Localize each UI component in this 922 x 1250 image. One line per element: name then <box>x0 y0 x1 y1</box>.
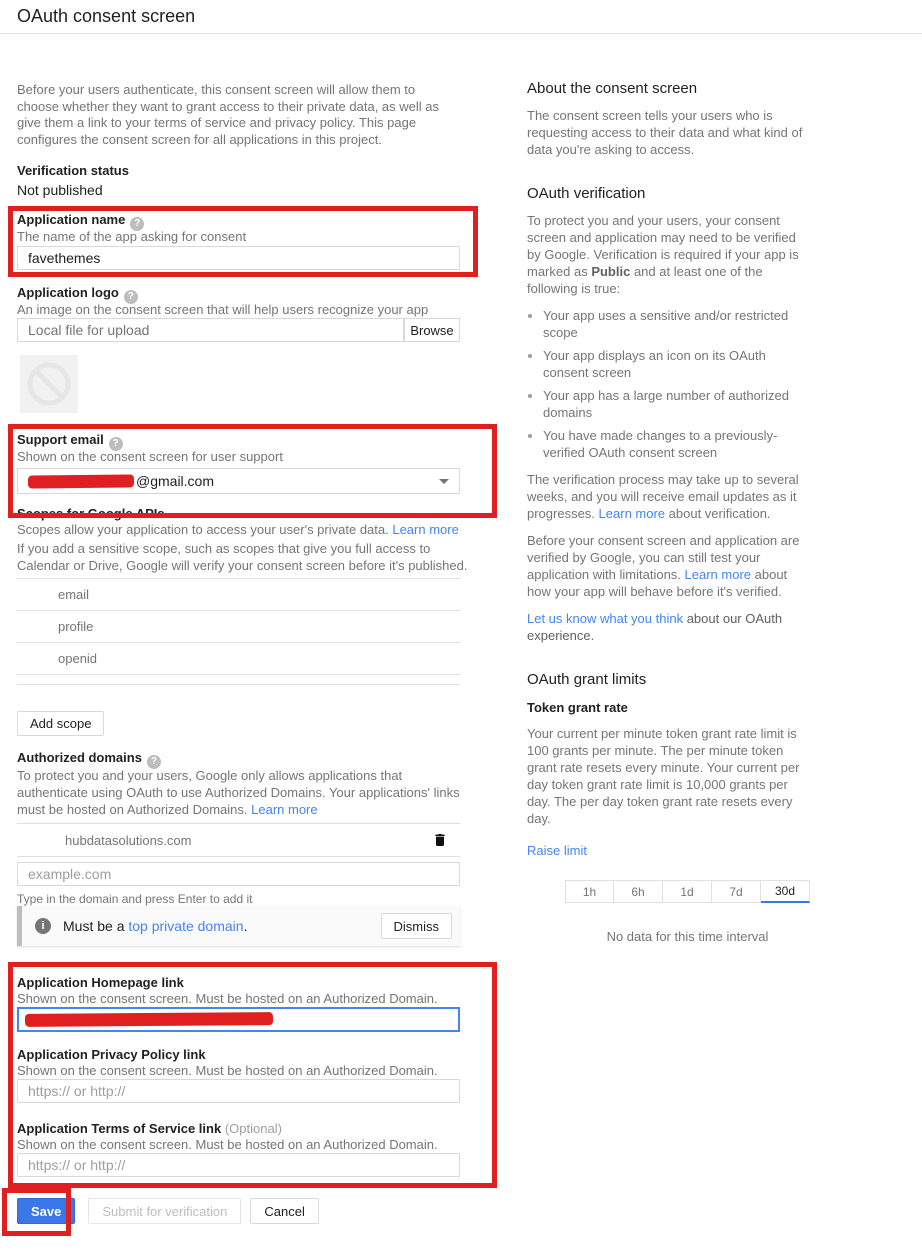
scope-list <box>17 578 460 675</box>
privacy-link-desc: Shown on the consent screen. Must be hosted on an Authorized Domain. <box>17 1063 438 1078</box>
top-private-domain-link[interactable]: top private domain <box>128 918 244 934</box>
grant-limits-title: OAuth grant limits <box>527 671 647 688</box>
scope-row: openid <box>17 642 460 674</box>
no-image-icon <box>26 361 72 407</box>
no-data-message: No data for this time interval <box>606 929 769 944</box>
scopes-label: Scopes for Google APIs <box>17 506 165 521</box>
privacy-link-label: Application Privacy Policy link <box>17 1047 206 1062</box>
info-icon: i <box>35 918 51 934</box>
feedback-link[interactable]: Let us know what you think <box>527 611 684 626</box>
application-logo-upload-row <box>17 318 460 342</box>
scopes-learn-more-link[interactable]: Learn more <box>392 522 459 537</box>
support-email-label: Support email ? <box>17 432 123 451</box>
application-logo-desc: An image on the consent screen that will help users recognize your app <box>17 302 429 317</box>
scope-row: profile <box>17 610 460 642</box>
browse-button[interactable]: Browse <box>404 318 460 342</box>
about-consent-body: The consent screen tells your users who is requesting access to their data and what kind of data you're asking to access. <box>527 108 803 157</box>
support-email-desc: Shown on the consent screen for user support <box>17 449 283 464</box>
tos-link-desc: Shown on the consent screen. Must be hosted on an Authorized Domain. <box>17 1137 438 1152</box>
support-email-value: @gmail.com <box>136 473 215 489</box>
application-name-input[interactable] <box>17 246 460 270</box>
homepage-link-desc: Shown on the consent screen. Must be hosted on an Authorized Domain. <box>17 991 438 1006</box>
tos-link-input[interactable] <box>17 1153 460 1177</box>
behavior-learn-more-link[interactable]: Learn more <box>684 567 752 582</box>
cancel-button[interactable]: Cancel <box>250 1198 318 1224</box>
support-email-select[interactable] <box>17 468 460 494</box>
homepage-link-input[interactable] <box>17 1007 460 1032</box>
interval-1d-button[interactable]: 1d <box>663 880 712 903</box>
trash-icon <box>432 831 448 849</box>
raise-limit-link[interactable]: Raise limit <box>527 843 587 858</box>
form-actions <box>17 1198 319 1224</box>
info-sidebar <box>527 80 812 944</box>
scope-list-underline <box>17 684 460 685</box>
help-icon[interactable]: ? <box>109 437 123 451</box>
interval-6h-button[interactable]: 6h <box>614 880 663 903</box>
oauth-verification-intro: To protect you and your users, your consent screen and application may need to be verified by Google. Verification is required if your app is marked as Public and at least one of the following is true: <box>527 213 799 296</box>
bullet-item: • Your app uses a sensitive and/or restricted scope <box>543 307 812 341</box>
logo-file-input[interactable] <box>17 318 404 342</box>
privacy-link-input[interactable] <box>17 1079 460 1103</box>
page-header <box>0 0 922 34</box>
intro-paragraph: Before your users authenticate, this consent screen will allow them to choose whether they want to grant access to their private data, as well as give them a link to your terms of service and privacy policy. This page configures the consent screen for all applications in this project. <box>17 82 440 147</box>
dismiss-button[interactable]: Dismiss <box>381 913 453 939</box>
scope-row: email <box>17 578 460 610</box>
verification-paragraph-2: Before your consent screen and application are verified by Google, you can still test your application with limitations. Learn more about how your app will behave before it's verified. <box>527 533 800 599</box>
interval-30d-button[interactable]: 30d <box>761 880 810 903</box>
verification-learn-more-link[interactable]: Learn more <box>598 506 666 521</box>
chevron-down-icon <box>439 479 449 484</box>
application-name-label: Application name ? <box>17 212 144 231</box>
about-consent-title: About the consent screen <box>527 80 698 97</box>
redacted-email-scribble <box>28 474 134 488</box>
verification-status-label: Verification status <box>17 163 129 178</box>
notice-text: Must be a top private domain. <box>63 918 248 934</box>
token-grant-rate-subtitle: Token grant rate <box>527 700 628 715</box>
authorized-domains-learn-more-link[interactable]: Learn more <box>251 802 318 817</box>
domain-notice-bar <box>17 906 460 946</box>
tos-link-label: Application Terms of Service link (Optional) <box>17 1121 282 1136</box>
help-icon[interactable]: ? <box>130 217 144 231</box>
delete-domain-button[interactable] <box>432 831 448 849</box>
authorized-domains-label: Authorized domains ? <box>17 750 161 769</box>
help-icon[interactable]: ? <box>147 755 161 769</box>
domain-row <box>17 823 460 857</box>
interval-1h-button[interactable]: 1h <box>565 880 614 903</box>
save-button[interactable]: Save <box>17 1198 75 1224</box>
time-interval-toggle <box>565 880 812 903</box>
verification-paragraph-1: The verification process may take up to several weeks, and you will receive email updates as it progresses. Learn more about verification. <box>527 472 799 521</box>
homepage-link-label: Application Homepage link <box>17 975 184 990</box>
verification-bullet-list <box>543 307 812 461</box>
add-domain-help: Type in the domain and press Enter to add it <box>17 892 253 906</box>
logo-placeholder <box>20 355 78 413</box>
domain-name: hubdatasolutions.com <box>65 832 192 848</box>
token-grant-rate-body: Your current per minute token grant rate limit is 100 grants per minute. The per minute token grant rate resets every minute. Your current per day token grant rate limit is 10,000 grants per day. The per day token grant rate resets every day. <box>527 726 800 826</box>
authorized-domains-desc: To protect you and your users, Google only allows applications that authenticate using OAuth to use Authorized Domains. Your applications' links must be hosted on Authorized Domains. Learn more <box>17 768 460 817</box>
application-name-desc: The name of the app asking for consent <box>17 229 247 244</box>
scopes-desc-1: Scopes allow your application to access your user's private data. Learn more <box>17 522 459 537</box>
bullet-item: • Your app has a large number of authorized domains <box>543 387 812 421</box>
add-scope-button[interactable]: Add scope <box>17 711 104 736</box>
add-domain-input[interactable] <box>17 862 460 886</box>
bullet-item: • You have made changes to a previously-verified OAuth consent screen <box>543 427 812 461</box>
oauth-verification-title: OAuth verification <box>527 185 646 202</box>
scopes-desc-2: If you add a sensitive scope, such as scopes that give you full access to Calendar or Drive, Google will verify your consent screen before it's published. <box>17 541 468 573</box>
interval-7d-button[interactable]: 7d <box>712 880 761 903</box>
verification-status-value: Not published <box>17 182 103 198</box>
page-title: OAuth consent screen <box>17 6 196 26</box>
bullet-item: • Your app displays an icon on its OAuth consent screen <box>543 347 812 381</box>
help-icon[interactable]: ? <box>124 290 138 304</box>
redacted-url-scribble <box>25 1012 273 1027</box>
application-logo-label: Application logo ? <box>17 285 138 304</box>
feedback-paragraph: Let us know what you think about our OAuth experience. <box>527 611 783 643</box>
submit-for-verification-button[interactable]: Submit for verification <box>88 1198 241 1224</box>
